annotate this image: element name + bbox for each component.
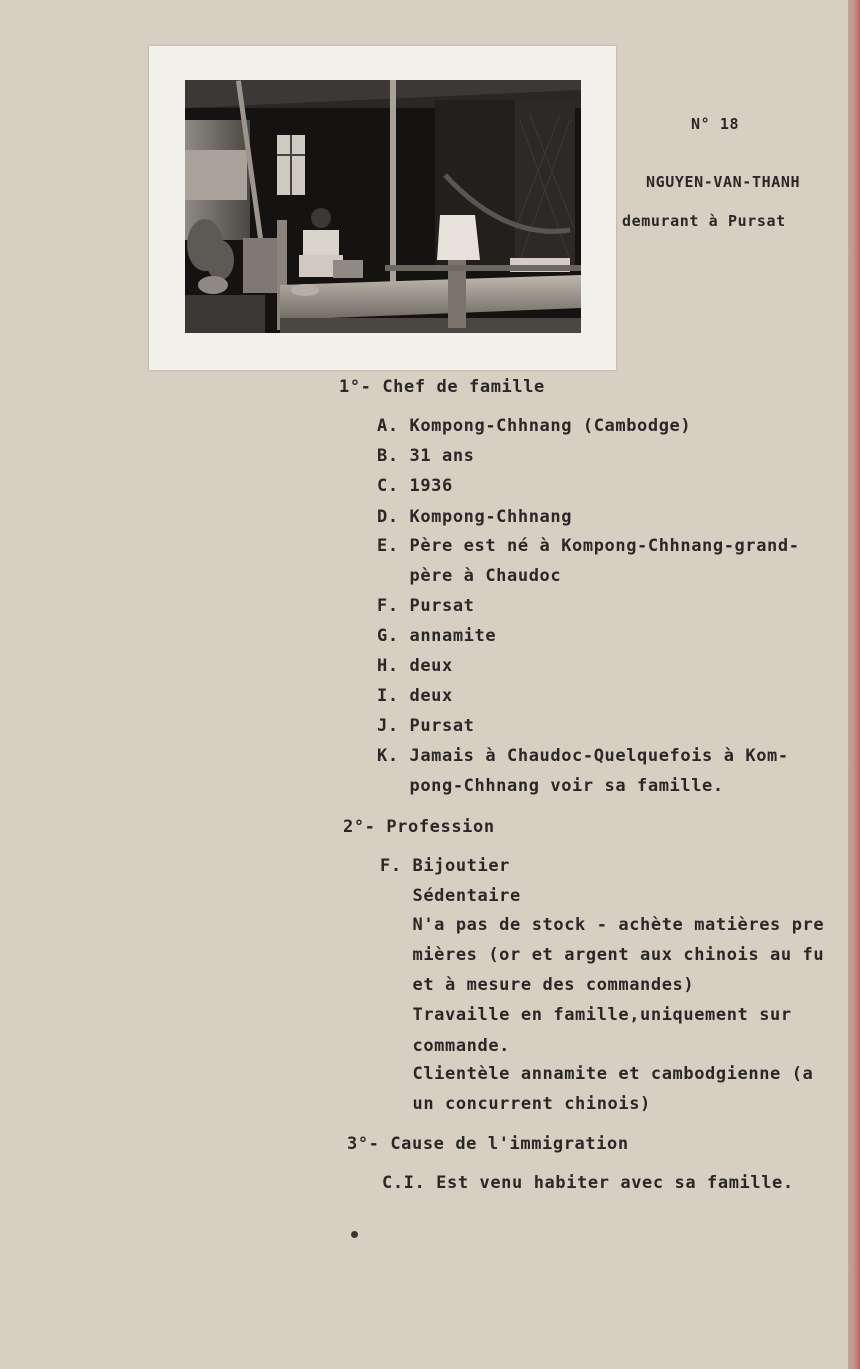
list-item: commande. (380, 1036, 511, 1056)
list-item: un concurrent chinois) (380, 1094, 651, 1114)
list-item: Clientèle annamite et cambodgienne (a (380, 1064, 814, 1084)
list-item: F. Pursat (377, 596, 475, 616)
residence-line: demurant à Pursat (622, 212, 786, 230)
list-item: I. deux (377, 686, 453, 706)
document-number: N° 18 (691, 115, 740, 133)
list-item: K. Jamais à Chaudoc-Quelquefois à Kom- (377, 746, 789, 766)
section-title-chef-de-famille: 1°- Chef de famille (339, 377, 545, 397)
ink-speck (351, 1231, 358, 1238)
section-title-profession: 2°- Profession (343, 817, 495, 837)
list-item: B. 31 ans (377, 446, 475, 466)
photograph (185, 80, 581, 333)
list-item: Sédentaire (380, 886, 521, 906)
list-item: et à mesure des commandes) (380, 975, 695, 995)
list-item: mières (or et argent aux chinois au fu (380, 945, 825, 965)
list-item: pong-Chhnang voir sa famille. (377, 776, 724, 796)
list-item: D. Kompong-Chhnang (377, 507, 573, 527)
photo-mount (149, 46, 616, 370)
list-item: C. 1936 (377, 476, 453, 496)
section-title-cause-immigration: 3°- Cause de l'immigration (347, 1134, 629, 1154)
list-item: G. annamite (377, 626, 497, 646)
list-item: J. Pursat (377, 716, 475, 736)
list-item: père à Chaudoc (377, 566, 562, 586)
list-item: C.I. Est venu habiter avec sa famille. (382, 1173, 794, 1193)
list-item: Travaille en famille,uniquement sur (380, 1005, 792, 1025)
person-name: NGUYEN-VAN-THANH (646, 173, 801, 191)
list-item: N'a pas de stock - achète matières pre (380, 915, 825, 935)
list-item: H. deux (377, 656, 453, 676)
page-edge (848, 0, 860, 1369)
list-item: E. Père est né à Kompong-Chhnang-grand- (377, 536, 800, 556)
list-item: A. Kompong-Chhnang (Cambodge) (377, 416, 692, 436)
photo-scene-illustration (185, 80, 581, 333)
list-item: F. Bijoutier (380, 856, 511, 876)
